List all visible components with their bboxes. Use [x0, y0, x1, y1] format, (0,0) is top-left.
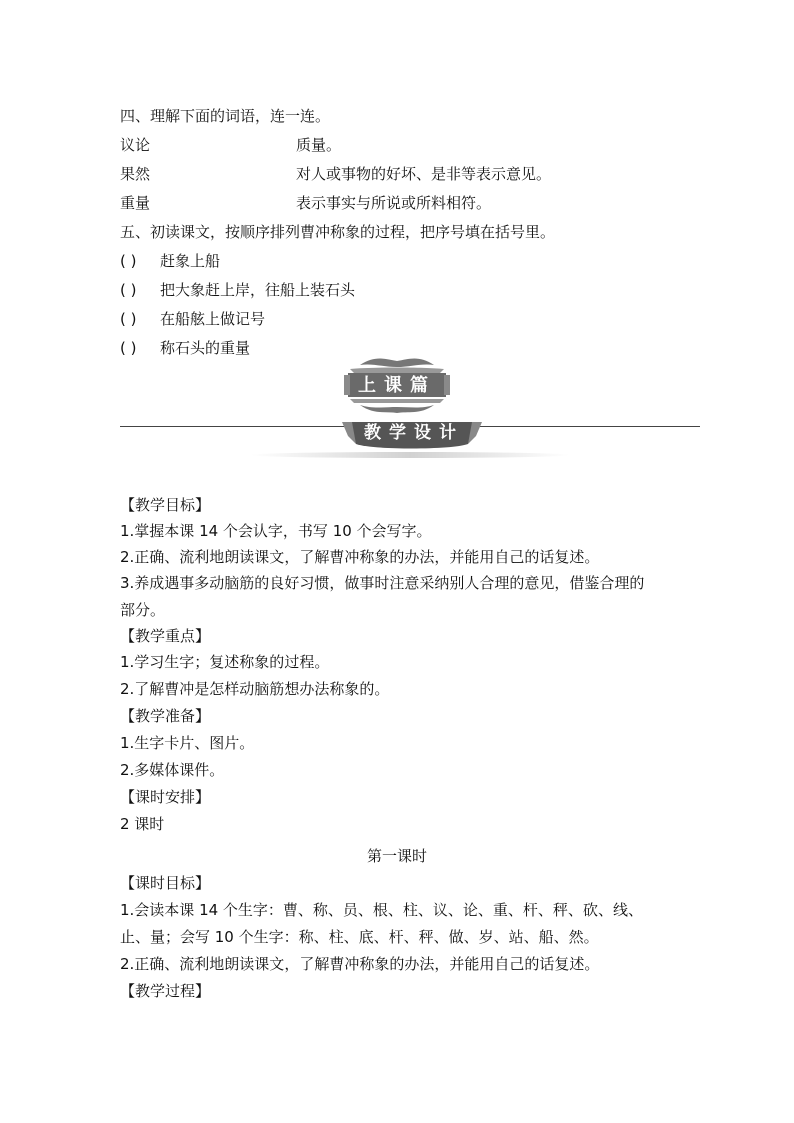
lesson-goals-heading: 【课时目标】: [120, 874, 211, 892]
prep-item: 1.生字卡片、图片。: [120, 734, 255, 752]
process-heading: 【教学过程】: [120, 982, 211, 1000]
banner-ornament-bottom: [342, 416, 482, 450]
sequence-item: [120, 251, 220, 271]
goals-heading: 【教学目标】: [120, 496, 211, 514]
answer-blank[interactable]: ( ): [120, 252, 137, 270]
sequence-item: [120, 280, 355, 300]
banner-bottom-label: 教学设计: [364, 423, 464, 443]
lesson-title: 第一课时: [366, 847, 427, 865]
sequence-text: 在船舷上做记号: [160, 310, 266, 328]
key-item: 1.学习生字；复述称象的过程。: [120, 653, 330, 671]
prep-item: 2.多媒体课件。: [120, 761, 225, 779]
lesson-goal-item-continued: 止、量；会写 10 个生字：称、柱、底、杆、秤、做、岁、站、船、然。: [120, 928, 599, 946]
match-left-3: 重量: [120, 194, 151, 212]
goal-item: 2.正确、流利地朗读课文，了解曹冲称象的办法，并能用自己的话复述。: [120, 548, 600, 566]
sequence-text: 赶象上船: [160, 252, 221, 270]
exercise5-title: 五、初读课文，按顺序排列曹冲称象的过程，把序号填在括号里。: [120, 223, 556, 241]
sequence-text: 把大象赶上岸，往船上装石头: [160, 281, 356, 299]
lesson-goal-item: 1.会读本课 14 个生字：曹、称、员、根、柱、议、论、重、杆、秤、砍、线、: [120, 901, 643, 919]
match-left-1: 议论: [120, 136, 151, 154]
schedule-value: 2 课时: [120, 815, 165, 833]
sequence-text: 称石头的重量: [160, 339, 251, 357]
answer-blank[interactable]: ( ): [120, 339, 137, 357]
sequence-item: [120, 338, 250, 358]
answer-blank[interactable]: ( ): [120, 281, 137, 299]
schedule-heading: 【课时安排】: [120, 788, 211, 806]
match-right-3: 表示事实与所说或所料相符。: [296, 194, 492, 212]
match-left-2: 果然: [120, 165, 151, 183]
lesson-goal-item: 2.正确、流利地朗读课文，了解曹冲称象的办法，并能用自己的话复述。: [120, 955, 600, 973]
key-item: 2.了解曹冲是怎样动脑筋想办法称象的。: [120, 680, 390, 698]
answer-blank[interactable]: ( ): [120, 310, 137, 328]
goal-item: 1.掌握本课 14 个会认字，书写 10 个会写字。: [120, 522, 432, 540]
banner-top-label: 上课篇: [358, 375, 436, 396]
prep-heading: 【教学准备】: [120, 707, 211, 725]
goal-item-continued: 部分。: [120, 601, 166, 619]
banner-shadow: [250, 452, 570, 458]
match-right-1: 质量。: [296, 136, 342, 154]
banner-ornament-top: [330, 355, 464, 415]
exercise4-title: 四、理解下面的词语，连一连。: [120, 107, 331, 125]
goal-item: 3.养成遇事多动脑筋的良好习惯，做事时注意采纳别人合理的意见，借鉴合理的: [120, 574, 645, 592]
match-right-2: 对人或事物的好坏、是非等表示意见。: [296, 165, 552, 183]
key-heading: 【教学重点】: [120, 627, 211, 645]
sequence-item: [120, 309, 265, 329]
